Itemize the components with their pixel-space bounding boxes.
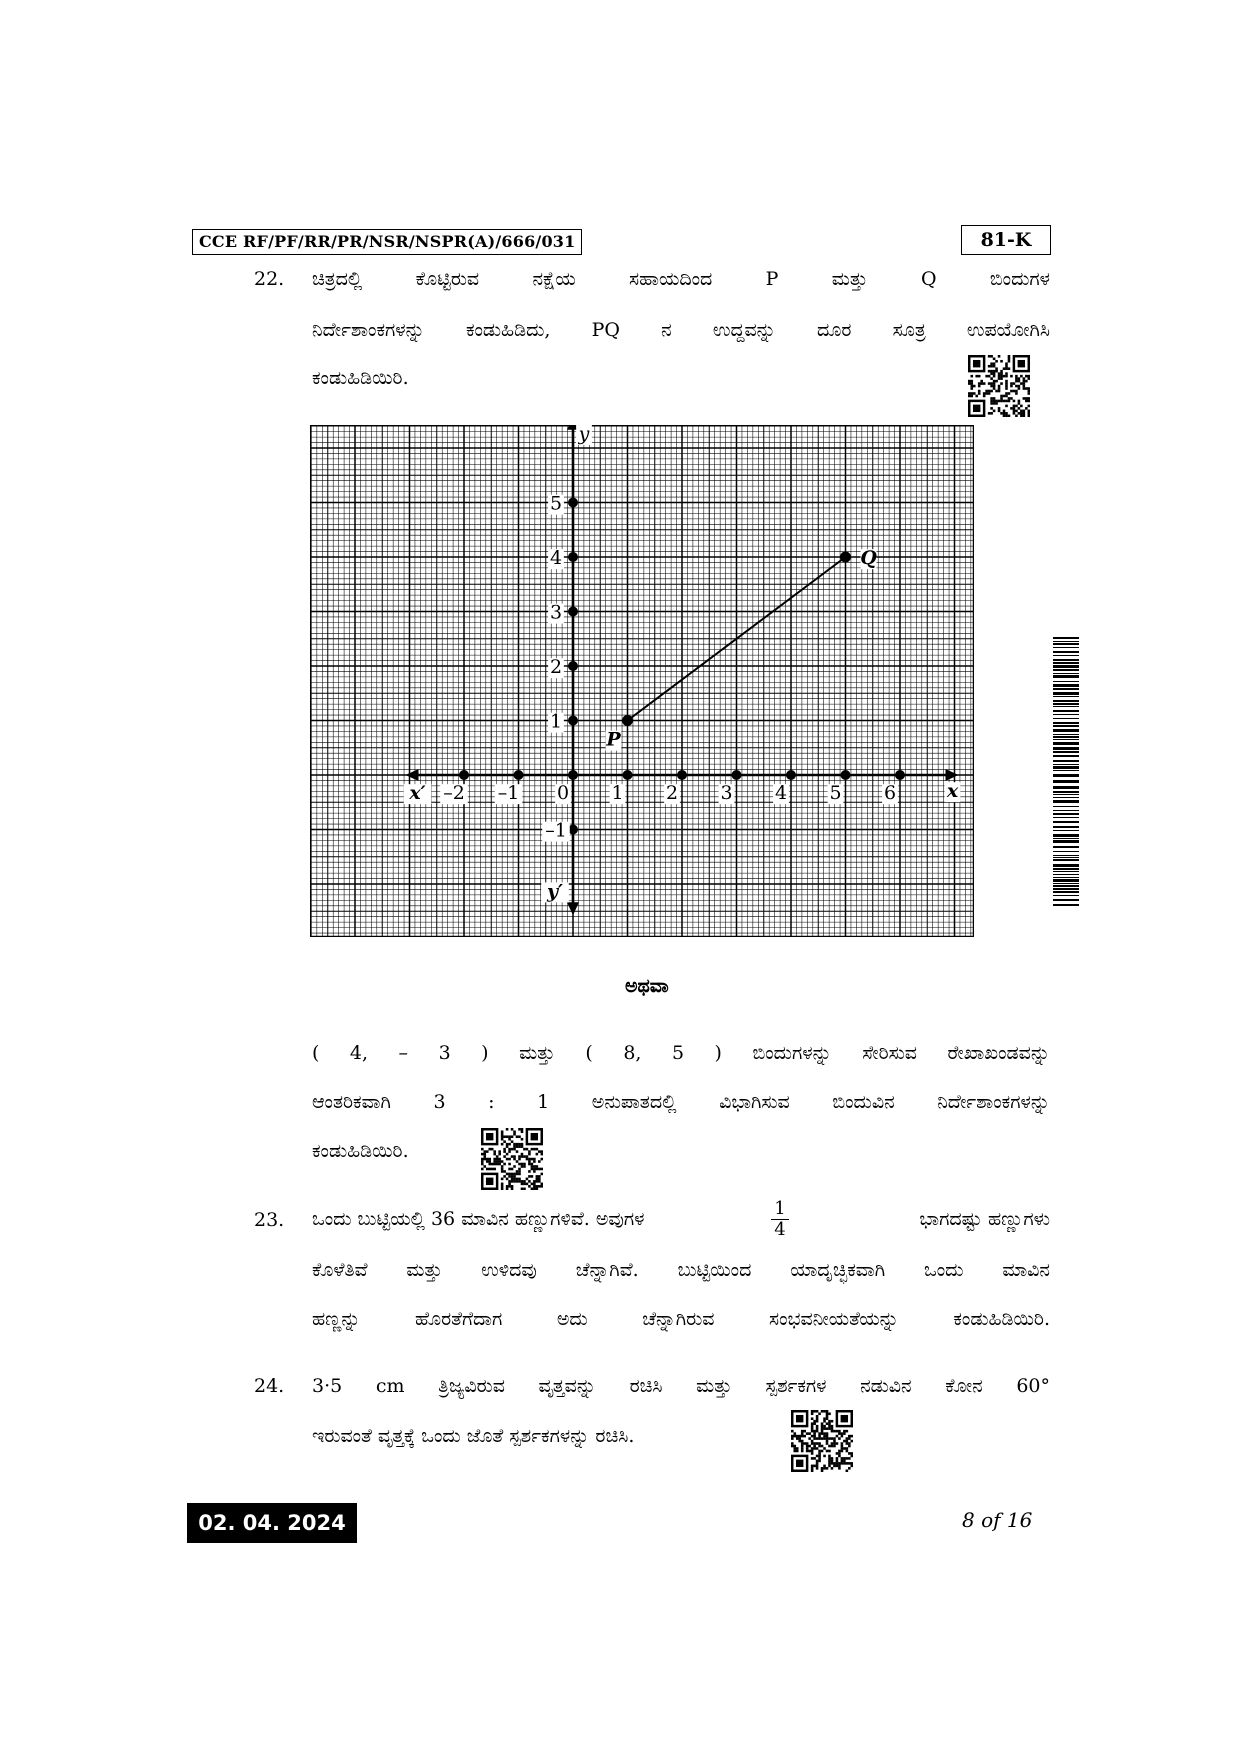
origin-dot xyxy=(568,770,578,780)
y-axis-label: y xyxy=(578,425,590,445)
point-p xyxy=(622,715,633,726)
x-tick-dot xyxy=(623,770,633,780)
y-tick-dot xyxy=(568,607,578,617)
y-tick-dot xyxy=(568,552,578,562)
x-tick-dot xyxy=(841,770,851,780)
x-tick-label: 6 xyxy=(883,782,897,804)
x-tick-label: 3 xyxy=(720,782,733,804)
question-text-line: ಕೊಳೆತಿವೆ ಮತ್ತು ಉಳಿದವು ಚೆನ್ನಾಗಿವೆ. ಬುಟ್ಟಿಯಿಂದ ಯಾದೃಚ್ಛಿಕವಾಗಿ ಒಂದು ಮಾವಿನ xyxy=(312,1259,1050,1281)
qr-code-icon xyxy=(791,1410,853,1472)
alternate-question-line: ಕಂಡುಹಿಡಿಯಿರಿ. xyxy=(312,1140,409,1162)
question-number: 23. xyxy=(254,1209,285,1231)
point-label: P xyxy=(606,728,621,751)
x-tick-label: 5 xyxy=(829,782,842,804)
y-tick-label: 4 xyxy=(549,547,563,569)
x-tick-dot xyxy=(459,770,469,780)
question-text-line xyxy=(312,1195,1050,1243)
y-tick-label: 1 xyxy=(549,710,563,733)
barcode-icon xyxy=(1053,637,1079,909)
question-number: 24. xyxy=(254,1375,285,1397)
question-text-line: ಹಣ್ಣನ್ನು ಹೊರತೆಗೆದಾಗ ಅದು ಚೆನ್ನಾಗಿರುವ ಸಂಭವನೀಯತೆಯನ್ನು ಕಂಡುಹಿಡಿಯಿರಿ. xyxy=(312,1308,1050,1330)
y-tick-dot xyxy=(568,716,578,726)
x-tick-dot xyxy=(786,770,796,780)
y-tick-dot xyxy=(568,498,578,508)
x-tick-dot xyxy=(895,770,905,780)
question-number: 22. xyxy=(254,268,285,290)
question-text-line: ಕಂಡುಹಿಡಿಯಿರಿ. xyxy=(312,367,409,389)
question-text-line: 3·5 cm ತ್ರಿಜ್ಯವಿರುವ ವೃತ್ತವನ್ನು ರಚಿಸಿ ಮತ್ತು ಸ್ಪರ್ಶಕಗಳ ನಡುವಿನ ಕೋನ 60° xyxy=(312,1375,1050,1397)
x-tick-label: 1 xyxy=(611,782,624,804)
paper-number: 81-K xyxy=(961,225,1051,255)
question-text-part: ಭಾಗದಷ್ಟು ಹಣ್ಣುಗಳು xyxy=(919,1208,1050,1230)
or-separator: ಅಥವಾ xyxy=(625,975,669,997)
coordinate-graph xyxy=(310,425,974,937)
point-label: Q xyxy=(860,547,877,569)
qr-code-icon xyxy=(968,355,1030,417)
exam-date: 02. 04. 2024 xyxy=(187,1503,357,1543)
y-tick-label: 5 xyxy=(549,492,563,515)
y-tick-dot xyxy=(568,661,578,671)
x-tick-label: –1 xyxy=(497,782,520,804)
paper-code: CCE RF/PF/RR/PR/NSR/NSPR(A)/666/031 xyxy=(192,229,582,255)
fraction xyxy=(771,1199,788,1240)
y-axis-label: y′ xyxy=(546,880,564,903)
page-number: 8 of 16 xyxy=(962,1508,1033,1532)
qr-code-icon xyxy=(481,1128,543,1190)
question-text-line: ಚಿತ್ರದಲ್ಲಿ ಕೊಟ್ಟಿರುವ ನಕ್ಷೆಯ ಸಹಾಯದಿಂದ P ಮತ್ತು Q ಬಿಂದುಗಳ xyxy=(312,268,1050,290)
question-text-line: ನಿರ್ದೇಶಾಂಕಗಳನ್ನು ಕಂಡುಹಿಡಿದು, PQ ನ ಉದ್ದವನ್ನು ದೂರ ಸೂತ್ರ ಉಪಯೋಗಿಸಿ xyxy=(312,319,1050,341)
x-tick-dot xyxy=(732,770,742,780)
x-tick-label: 2 xyxy=(665,782,679,804)
question-text-line: ಇರುವಂತೆ ವೃತ್ತಕ್ಕೆ ಒಂದು ಜೊತೆ ಸ್ಪರ್ಶಕಗಳನ್ನು ರಚಿಸಿ. xyxy=(312,1425,635,1447)
x-tick-dot xyxy=(514,770,524,780)
x-axis-label: x′ xyxy=(409,782,426,804)
x-tick-label: 4 xyxy=(774,782,788,804)
question-text-part: ಒಂದು ಬುಟ್ಟಿಯಲ್ಲಿ 36 ಮಾವಿನ ಹಣ್ಣುಗಳಿವೆ. ಅವುಗಳ xyxy=(312,1208,645,1230)
y-tick-label: –1 xyxy=(545,819,567,842)
x-tick-dot xyxy=(677,770,687,780)
fraction-denominator: 4 xyxy=(774,1218,786,1240)
x-tick-label: –2 xyxy=(443,782,465,804)
x-axis-label: x xyxy=(946,780,959,802)
alternate-question-line: ( 4, – 3 ) ಮತ್ತು ( 8, 5 ) ಬಿಂದುಗಳನ್ನು ಸೇರಿಸುವ ರೇಖಾಖಂಡವನ್ನು xyxy=(312,1042,1050,1064)
y-tick-label: 2 xyxy=(549,656,563,678)
y-tick-label: 3 xyxy=(549,601,563,624)
x-tick-label: 0 xyxy=(556,782,570,804)
point-q xyxy=(840,552,851,563)
fraction-numerator: 1 xyxy=(771,1199,788,1220)
alternate-question-line: ಆಂತರಿಕವಾಗಿ 3 : 1 ಅನುಪಾತದಲ್ಲಿ ವಿಭಾಗಿಸುವ ಬಿಂದುವಿನ ನಿರ್ದೇಶಾಂಕಗಳನ್ನು xyxy=(312,1091,1050,1113)
